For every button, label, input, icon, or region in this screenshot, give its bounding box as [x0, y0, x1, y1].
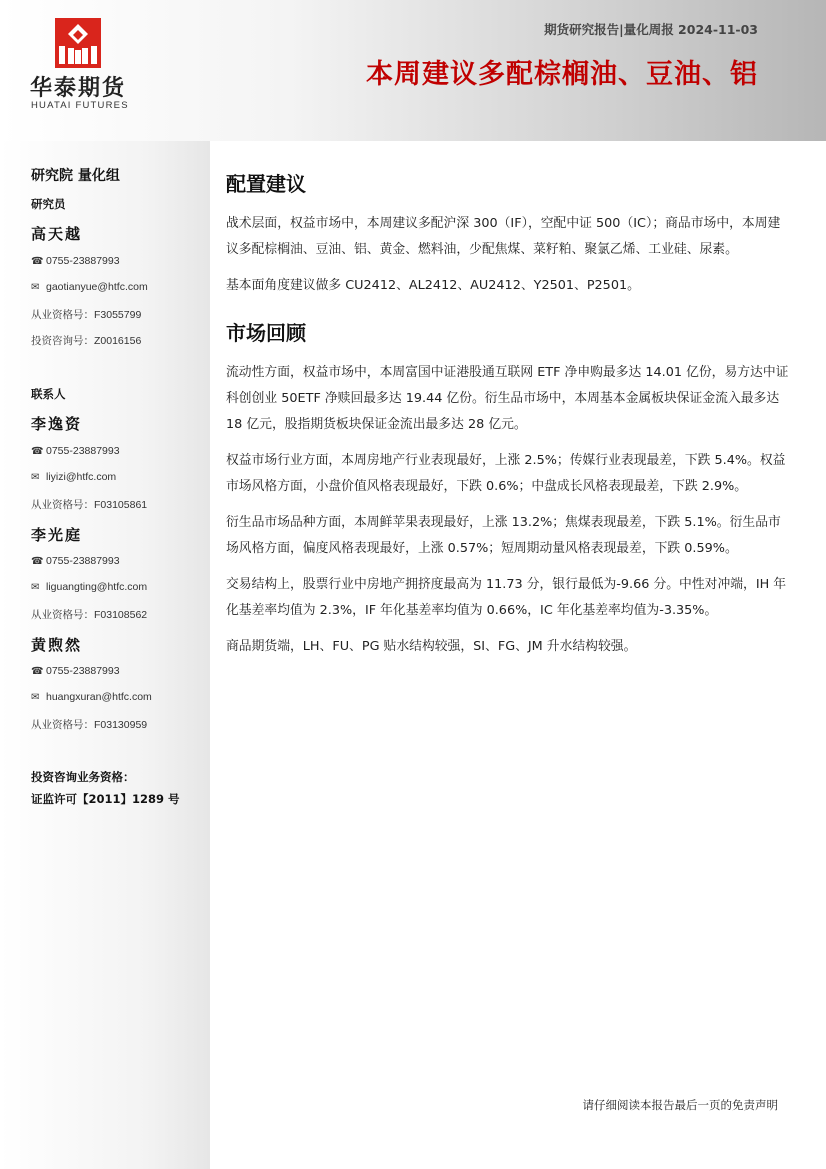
contact-name: 李逸资: [31, 415, 83, 433]
department: 研究院 量化组: [31, 168, 120, 184]
researcher-advisory-license: 投资咨询号：Z0016156: [31, 335, 142, 347]
logo-text-en: HUATAI FUTURES: [31, 100, 129, 111]
envelope-icon: ✉: [31, 282, 40, 293]
qualification-label: 投资咨询业务资格：: [31, 770, 135, 784]
paragraph: 流动性方面，权益市场中，本周富国中证港股通互联网 ETF 净申购最多达 14.01 亿份，易方达中证科创创业 50ETF 净赎回最多达 19.44 亿份。衍生品市场中，本周基本金属板块保证金流入最多达 18 亿元，股指期货板块保证金流出最多达 28 亿元。: [226, 365, 789, 432]
contact-email: ✉ liguangting@htfc.com: [31, 581, 148, 593]
contact-email: ✉ huangxuran@htfc.com: [31, 691, 152, 703]
researcher-phone: ☎ 0755-23887993: [31, 255, 120, 267]
envelope-icon: ✉: [31, 692, 40, 703]
phone-icon: ☎: [31, 556, 44, 567]
author-sidebar: [0, 141, 210, 1169]
paragraph: 交易结构上，股票行业中房地产拥挤度最高为 11.73 分，银行最低为-9.66 分。中性对冲端，IH 年化基差率均值为 2.3%，IF 年化基差率均值为 0.66%，IC 年化基差率均值为-3.35%。: [226, 577, 787, 618]
contact-license: 从业资格号：F03108562: [31, 609, 148, 621]
contact-name: 李光庭: [31, 526, 83, 544]
report-meta: 期货研究报告|量化周报 2024-11-03: [544, 22, 758, 37]
contact-license: 从业资格号：F03130959: [31, 719, 148, 731]
report-header: [0, 0, 826, 141]
paragraph: 战术层面，权益市场中，本周建议多配沪深 300（IF），空配中证 500（IC）；商品市场中，本周建议多配棕榈油、豆油、铝、黄金、燃料油，少配焦煤、菜籽粕、聚氯乙烯、工业硅、尿素。: [226, 216, 781, 257]
researcher-license: 从业资格号：F3055799: [31, 309, 142, 321]
paragraph: 衍生品市场品种方面，本周鲜苹果表现最好，上涨 13.2%；焦煤表现最差，下跌 5.1%。衍生品市场风格方面，偏度风格表现最好，上涨 0.57%；短周期动量风格表现最差，下跌 0.59%。: [226, 515, 781, 556]
phone-icon: ☎: [31, 446, 44, 457]
envelope-icon: ✉: [31, 472, 40, 483]
paragraph: 商品期货端，LH、FU、PG 贴水结构较强，SI、FG、JM 升水结构较强。: [226, 639, 637, 654]
contact-phone: ☎ 0755-23887993: [31, 555, 120, 567]
section-heading: 市场回顾: [226, 321, 306, 345]
paragraph: 基本面角度建议做多 CU2412、AL2412、AU2412、Y2501、P2501。: [226, 278, 640, 293]
huatai-logo-icon: [55, 18, 101, 68]
researcher-label: 研究员: [31, 197, 66, 211]
report-body: [226, 168, 791, 670]
contact-license: 从业资格号：F03105861: [31, 499, 148, 511]
contact-phone: ☎ 0755-23887993: [31, 665, 120, 677]
researcher-name: 高天越: [31, 225, 83, 243]
contact-label: 联系人: [31, 387, 66, 401]
contact-phone: ☎ 0755-23887993: [31, 445, 120, 457]
contact-email: ✉ liyizi@htfc.com: [31, 471, 117, 483]
section-heading: 配置建议: [226, 172, 306, 196]
researcher-email: ✉ gaotianyue@htfc.com: [31, 281, 148, 293]
paragraph: 权益市场行业方面，本周房地产行业表现最好，上涨 2.5%；传媒行业表现最差，下跌 5.4%。权益市场风格方面，小盘价值风格表现最好，下跌 0.6%；中盘成长风格表现最差，下跌 2.9%。: [226, 453, 786, 494]
qualification-license: 证监许可【2011】1289 号: [31, 792, 180, 806]
phone-icon: ☎: [31, 256, 44, 267]
phone-icon: ☎: [31, 666, 44, 677]
report-title: 本周建议多配棕榈油、豆油、铝: [366, 59, 758, 90]
disclaimer-note: 请仔细阅读本报告最后一页的免责声明: [582, 1098, 778, 1112]
logo-text-cn: 华泰期货: [30, 76, 127, 101]
contact-name: 黄煦然: [31, 636, 83, 654]
envelope-icon: ✉: [31, 582, 40, 593]
